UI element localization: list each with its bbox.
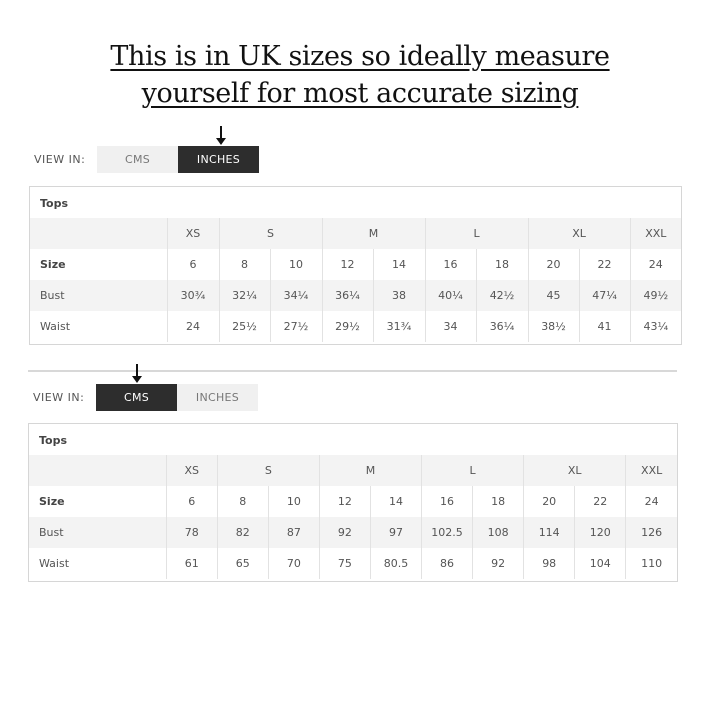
table-row: [29, 548, 677, 579]
table-row: [30, 249, 681, 280]
table-cell: 110: [626, 548, 677, 579]
group-l: L: [425, 218, 528, 249]
row-label: Bust: [30, 280, 167, 311]
table-cell: 104: [575, 548, 626, 579]
cms-button[interactable]: CMS: [97, 146, 178, 173]
chart-title: Tops: [40, 197, 69, 210]
table-cell: 8: [217, 486, 268, 517]
row-label: Size: [39, 495, 65, 508]
view-in-toggle: [34, 146, 260, 173]
table-cell: 38½: [528, 311, 579, 342]
table-cell: 49½: [630, 280, 681, 311]
group-l: L: [422, 455, 524, 486]
table-cell: 6: [166, 486, 217, 517]
table-cell: 92: [319, 517, 370, 548]
view-in-toggle: [33, 384, 257, 411]
table-cell: 32¼: [219, 280, 270, 311]
size-group-row: [30, 218, 681, 249]
row-label: Waist: [39, 557, 70, 570]
group-xl: XL: [528, 218, 630, 249]
table-row: [30, 280, 681, 311]
table-cell: 114: [524, 517, 575, 548]
table-cell: 126: [626, 517, 677, 548]
group-xs: XS: [166, 455, 217, 486]
heading-line-1: This is in UK sizes so ideally measure: [110, 41, 610, 72]
table-cell: 14: [370, 486, 421, 517]
table-cell: 16: [422, 486, 473, 517]
table-cell: 29½: [322, 311, 373, 342]
table-cell: 82: [217, 517, 268, 548]
table-cell: 86: [422, 548, 473, 579]
table-cell: 22: [575, 486, 626, 517]
table-cell: 36¼: [322, 280, 373, 311]
inches-button[interactable]: INCHES: [178, 146, 259, 173]
table-cell: 24: [626, 486, 677, 517]
view-in-label: VIEW IN:: [34, 153, 86, 166]
table-cell: 47¼: [579, 280, 630, 311]
group-xxl: XXL: [626, 455, 677, 486]
table-cell: 22: [579, 249, 630, 280]
row-label: Bust: [29, 517, 166, 548]
section-divider: [28, 370, 677, 372]
table-cell: 75: [319, 548, 370, 579]
group-xl: XL: [524, 455, 626, 486]
table-cell: 12: [322, 249, 373, 280]
table-cell: 40¼: [425, 280, 476, 311]
table-cell: 98: [524, 548, 575, 579]
size-group-row: [29, 455, 677, 486]
table-cell: 27½: [270, 311, 322, 342]
table-cell: 87: [268, 517, 319, 548]
table-cell: 16: [425, 249, 476, 280]
table-cell: 34: [425, 311, 476, 342]
size-chart-inches: [29, 186, 682, 345]
table-cell: 24: [630, 249, 681, 280]
table-cell: 25½: [219, 311, 270, 342]
table-row: [29, 517, 677, 548]
table-cell: 43¼: [630, 311, 681, 342]
group-s: S: [219, 218, 322, 249]
table-cell: 10: [270, 249, 322, 280]
table-cell: 97: [370, 517, 421, 548]
size-chart-cms: [28, 423, 678, 582]
table-cell: 20: [524, 486, 575, 517]
group-m: M: [322, 218, 425, 249]
table-cell: 65: [217, 548, 268, 579]
view-in-label: VIEW IN:: [33, 391, 85, 404]
table-cell: 38: [373, 280, 425, 311]
table-cell: 18: [476, 249, 528, 280]
table-cell: 108: [473, 517, 524, 548]
table-cell: 10: [268, 486, 319, 517]
size-table: [30, 218, 681, 342]
row-label: Waist: [40, 320, 71, 333]
table-cell: 36¼: [476, 311, 528, 342]
group-s: S: [217, 455, 319, 486]
arrow-down-icon: [215, 126, 227, 146]
table-row: [30, 311, 681, 342]
page-heading: [0, 38, 720, 112]
table-cell: 102.5: [422, 517, 473, 548]
cms-button[interactable]: CMS: [96, 384, 177, 411]
table-cell: 31¾: [373, 311, 425, 342]
table-cell: 42½: [476, 280, 528, 311]
table-cell: 120: [575, 517, 626, 548]
table-cell: 24: [167, 311, 219, 342]
table-cell: 70: [268, 548, 319, 579]
size-table: [29, 455, 677, 579]
table-cell: 92: [473, 548, 524, 579]
table-cell: 6: [167, 249, 219, 280]
group-xxl: XXL: [630, 218, 681, 249]
group-xs: XS: [167, 218, 219, 249]
table-row: [29, 486, 677, 517]
table-cell: 61: [166, 548, 217, 579]
chart-title: Tops: [39, 434, 68, 447]
table-cell: 45: [528, 280, 579, 311]
table-cell: 18: [473, 486, 524, 517]
table-cell: 20: [528, 249, 579, 280]
table-cell: 14: [373, 249, 425, 280]
table-cell: 8: [219, 249, 270, 280]
table-cell: 80.5: [370, 548, 421, 579]
table-cell: 34¼: [270, 280, 322, 311]
arrow-down-icon: [131, 364, 143, 384]
group-m: M: [319, 455, 421, 486]
heading-line-2: yourself for most accurate sizing: [141, 78, 579, 109]
row-label: Size: [40, 258, 66, 271]
table-cell: 30¾: [167, 280, 219, 311]
table-cell: 41: [579, 311, 630, 342]
table-cell: 78: [166, 517, 217, 548]
table-cell: 12: [319, 486, 370, 517]
inches-button[interactable]: INCHES: [177, 384, 258, 411]
